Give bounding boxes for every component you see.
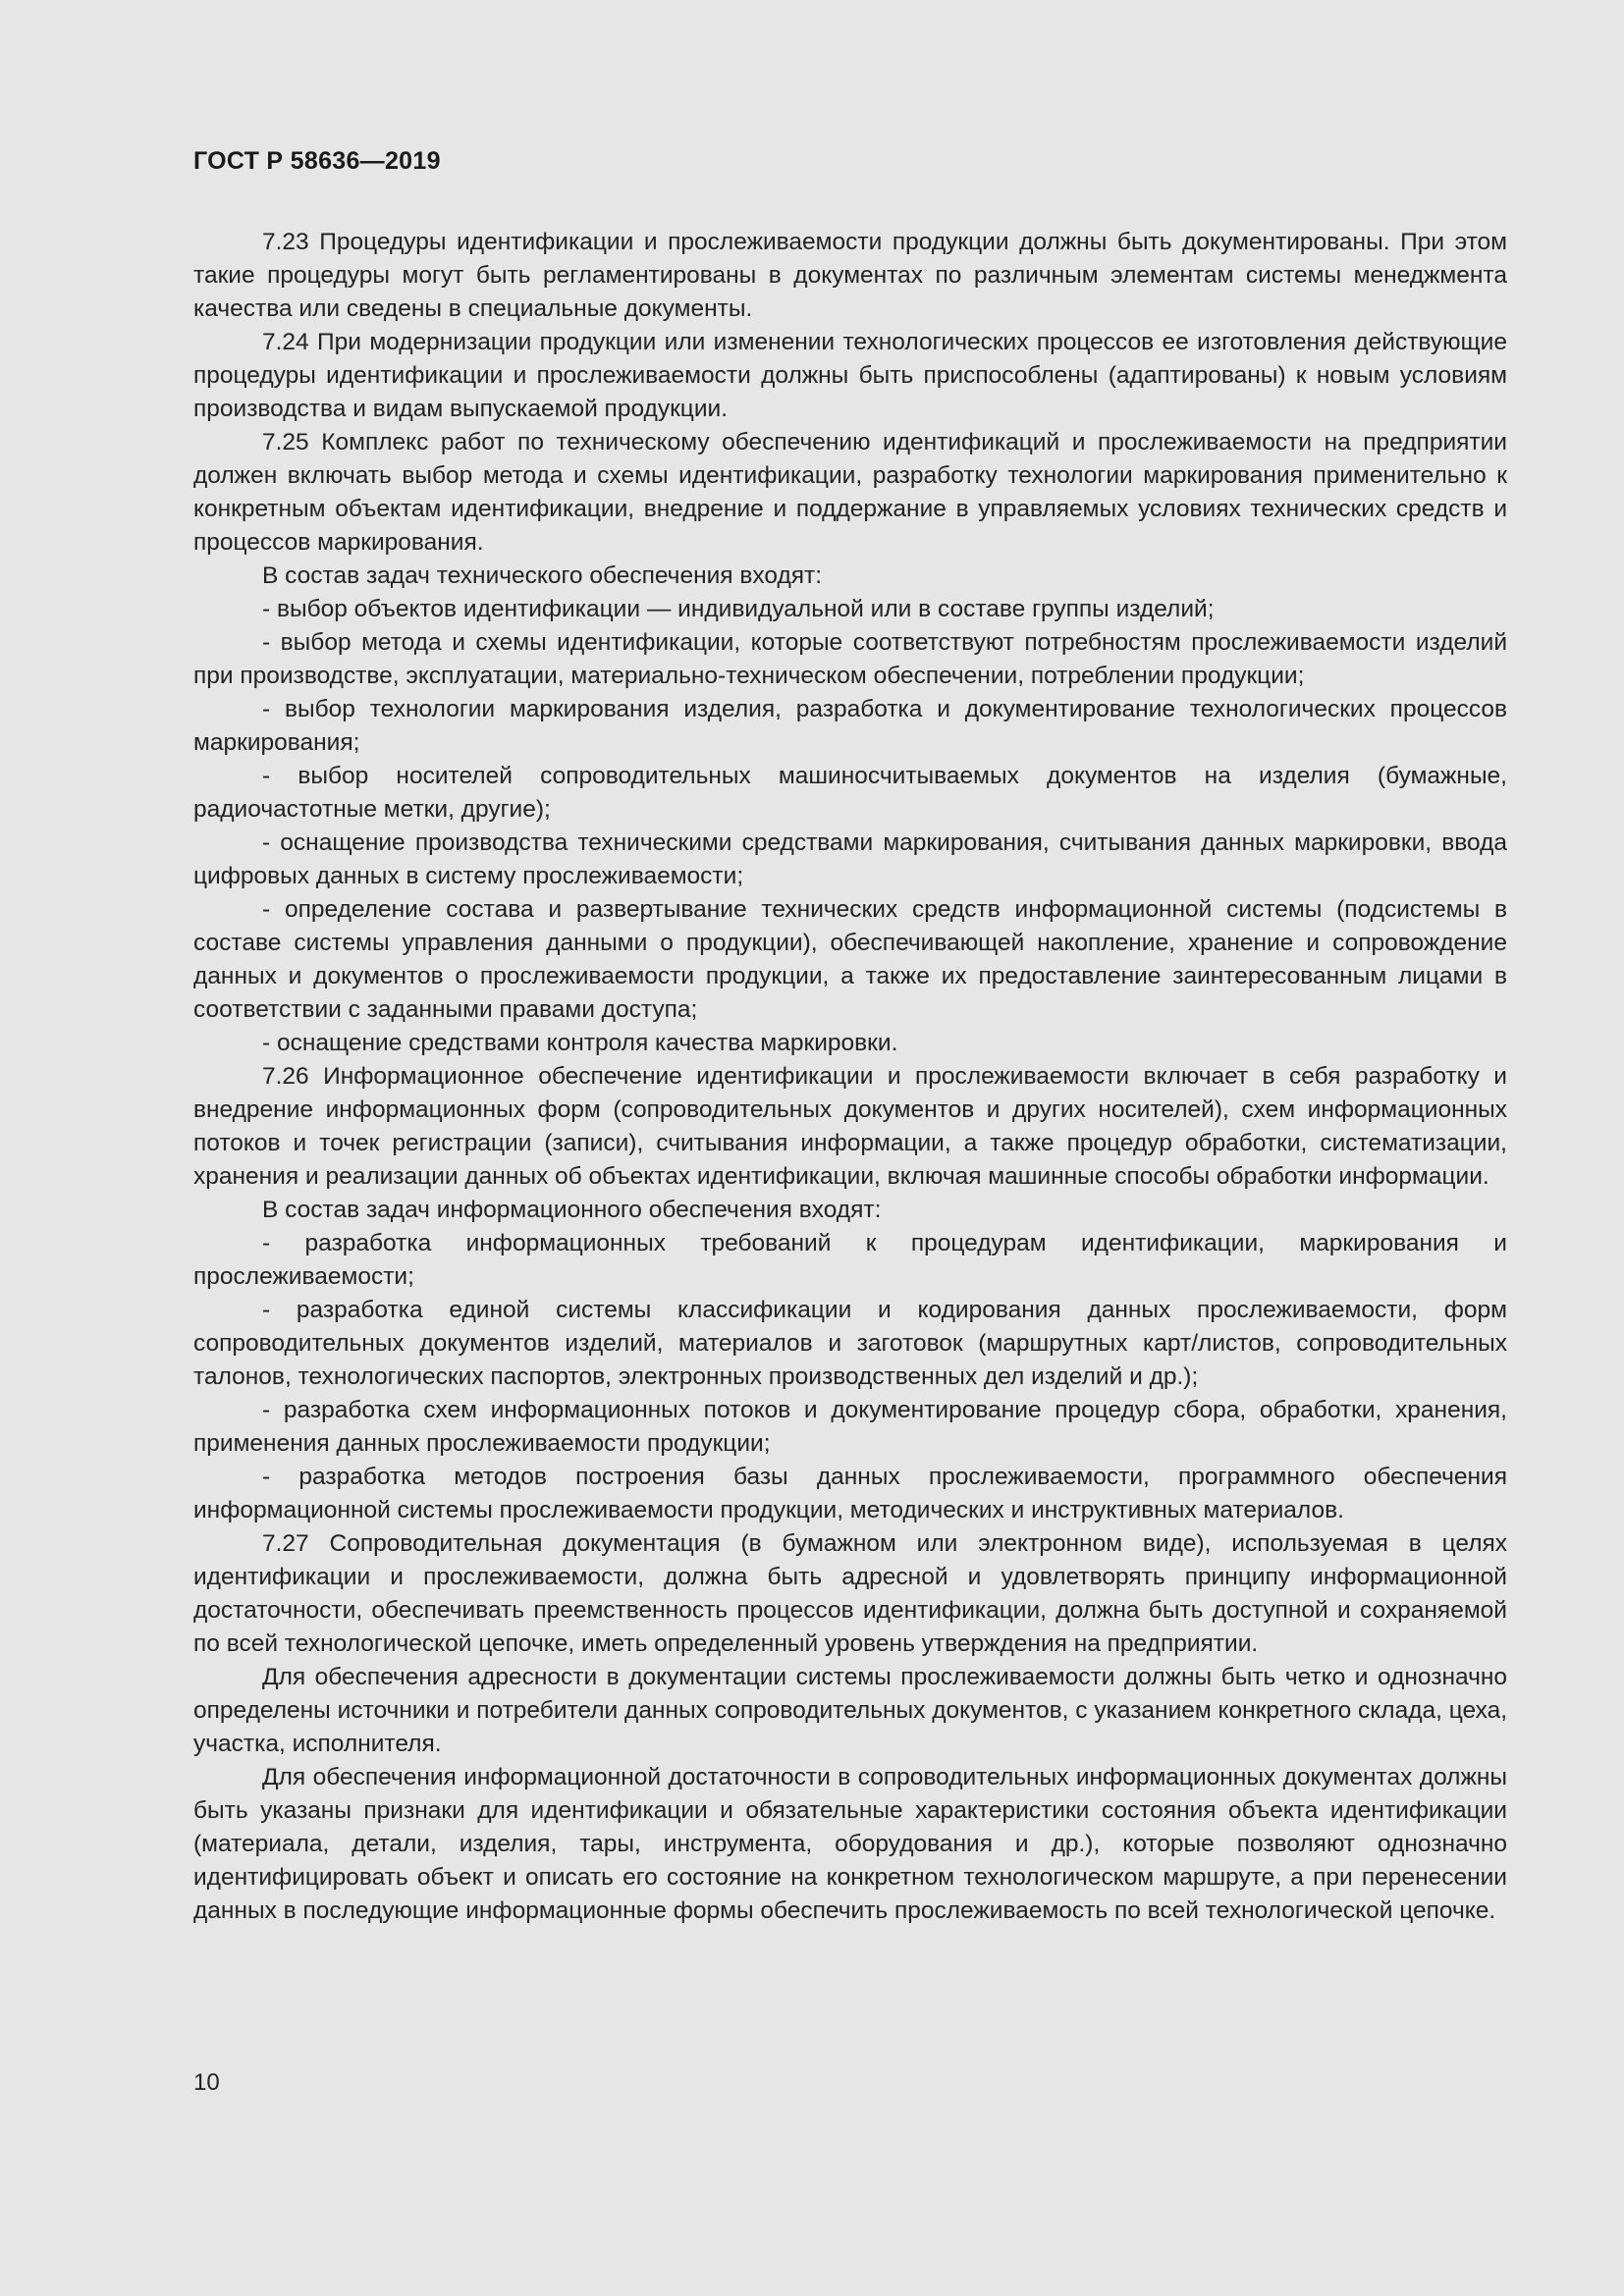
paragraph-information-sufficiency: Для обеспечения информационной достаточности в сопроводительных информационных документах должны быть указаны признаки для идентификации и обязательные характеристики состояния объекта идентификации (материала, детали, изделия, тары, инструмента, оборудования и др.), которые позволяют однозначно идентифицировать объект и описать его состояние на конкретном технологическом маршруте, а при перенесении данных в последующие информационные формы обеспечить прослеживаемость по всей технологической цепочке. — [193, 1764, 1507, 1924]
list-item: - выбор объектов идентификации — индивидуальной или в составе группы изделий; — [262, 596, 1215, 622]
list-item: - выбор метода и схемы идентификации, которые соответствуют потребностям прослеживаемости изделий при производстве, эксплуатации, материально-техническом обеспечении, потреблении продукции; — [193, 629, 1507, 689]
list-item: - выбор технологии маркирования изделия, разработка и документирование технологических процессов маркирования; — [193, 696, 1507, 756]
paragraph-technical-tasks-intro: В состав задач технического обеспечения входят: — [262, 562, 823, 589]
paragraph-7-23: 7.23 Процедуры идентификации и прослеживаемости продукции должны быть документированы. При этом такие процедуры могут быть регламентированы в документах по различным элементам системы менеджмента качества или сведены в специальные документы. — [193, 229, 1507, 322]
paragraph-7-26: 7.26 Информационное обеспечение идентификации и прослеживаемости включает в себя разработку и внедрение информационных форм (сопроводительных документов и других носителей), схем информационных потоков и точек регистрации (записи), считывания информации, а также процедур обработки, систематизации, хранения и реализации данных об объектах идентификации, включая машинные способы обработки информации. — [193, 1063, 1507, 1190]
list-item: - разработка методов построения базы данных прослеживаемости, программного обеспечения информационной системы прослеживаемости продукции, методических и инструктивных материалов. — [193, 1464, 1507, 1523]
paragraph-information-tasks-intro: В состав задач информационного обеспечения входят: — [262, 1197, 882, 1223]
page-number: 10 — [193, 2069, 220, 2096]
list-item: - оснащение производства техническими средствами маркирования, считывания данных маркировки, ввода цифровых данных в систему прослеживаемости; — [193, 829, 1507, 889]
document-body — [193, 226, 1507, 1928]
list-item: - разработка схем информационных потоков и документирование процедур сбора, обработки, хранения, применения данных прослеживаемости продукции; — [193, 1397, 1507, 1457]
list-item: - разработка единой системы классификации и кодирования данных прослеживаемости, форм сопроводительных документов изделий, материалов и заготовок (маршрутных карт/листов, сопроводительных талонов, технологических паспортов, электронных производственных дел изделий и др.); — [193, 1297, 1507, 1390]
list-item: - оснащение средствами контроля качества маркировки. — [262, 1030, 898, 1056]
paragraph-7-25: 7.25 Комплекс работ по техническому обеспечению идентификаций и прослеживаемости на предприятии должен включать выбор метода и схемы идентификации, разработку технологии маркирования применительно к конкретным объектам идентификации, внедрение и поддержание в управляемых условиях технических средств и процессов маркирования. — [193, 429, 1507, 556]
list-item: - определение состава и развертывание технических средств информационной системы (подсистемы в составе системы управления данными о продукции), обеспечивающей накопление, хранение и сопровождение данных и документов о прослеживаемости продукции, а также их предоставление заинтересованным лицами в соответствии с заданными правами доступа; — [193, 896, 1507, 1023]
paragraph-addressing: Для обеспечения адресности в документации системы прослеживаемости должны быть четко и однозначно определены источники и потребители данных сопроводительных документов, с указанием конкретного склада, цеха, участка, исполнителя. — [193, 1664, 1508, 1757]
list-item: - выбор носителей сопроводительных машиносчитываемых документов на изделия (бумажные, радиочастотные метки, другие); — [193, 763, 1507, 823]
paragraph-7-24: 7.24 При модернизации продукции или изменении технологических процессов ее изготовления действующие процедуры идентификации и прослеживаемости должны быть приспособлены (адаптированы) к новым условиям производства и видам выпускаемой продукции. — [193, 329, 1507, 422]
list-item: - разработка информационных требований к процедурам идентификации, маркирования и прослеживаемости; — [193, 1230, 1507, 1290]
paragraph-7-27: 7.27 Сопроводительная документация (в бумажном или электронном виде), используемая в целях идентификации и прослеживаемости, должна быть адресной и удовлетворять принципу информационной достаточности, обеспечивать преемственность процессов идентификации, должна быть доступной и сохраняемой по всей технологической цепочке, иметь определенный уровень утверждения на предприятии. — [193, 1530, 1507, 1657]
document-code-header: ГОСТ Р 58636—2019 — [193, 147, 441, 175]
